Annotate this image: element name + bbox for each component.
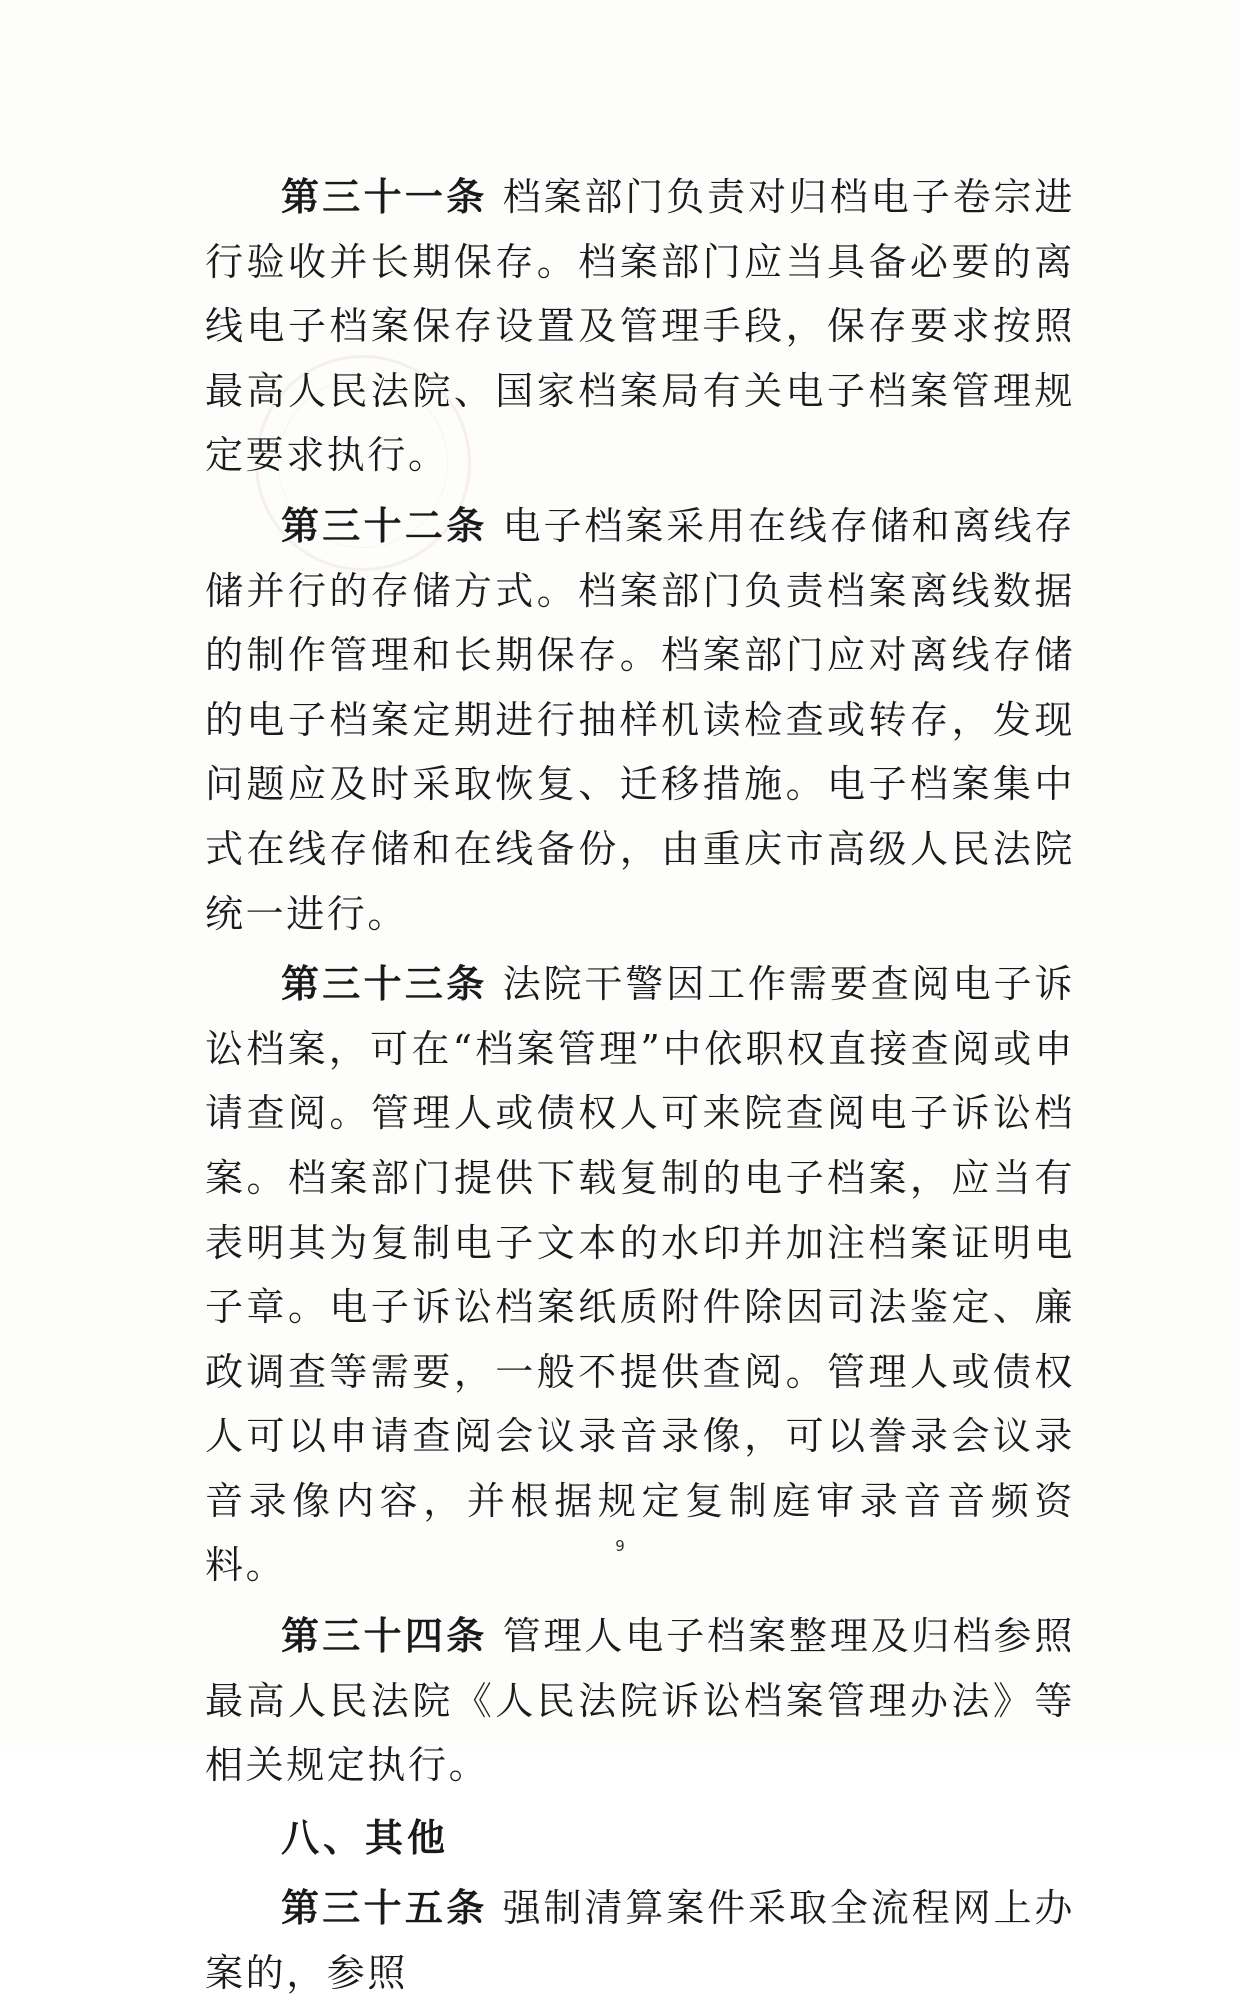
article-33-text: 法院干警因工作需要查阅电子诉讼档案，可在“档案管理”中依职权直接查阅或申请查阅。管理人或债权人可来院查阅电子诉讼档案。档案部门提供下载复制的电子档案，应当有表明其为复制电子文本的水印并加注档案证明电子章。电子诉讼档案纸质附件除因司法鉴定、廉政调查等需要，一般不提供查阅。管理人或债权人可以申请查阅会议录音录像，可以誊录会议录音录像内容，并根据规定复制庭审录音音频资料。 <box>205 962 1075 1588</box>
article-33 <box>205 952 1075 1598</box>
article-34 <box>205 1604 1075 1798</box>
article-35-text: 强制清算案件采取全流程网上办案的，参照 <box>205 1886 1075 1996</box>
page-number: 9 <box>615 1537 625 1555</box>
article-34-title: 第三十四条 <box>281 1614 488 1659</box>
article-32-text: 电子档案采用在线存储和离线存储并行的存储方式。档案部门负责档案离线数据的制作管理和长期保存。档案部门应对离线存储的电子档案定期进行抽样机读检查或转存，发现问题应及时采取恢复、迁移措施。电子档案集中式在线存储和在线备份，由重庆市高级人民法院统一进行。 <box>205 503 1075 936</box>
article-34-text: 管理人电子档案整理及归档参照最高人民法院《人民法院诉讼档案管理办法》等相关规定执行。 <box>205 1614 1075 1788</box>
article-35 <box>205 1876 1075 2005</box>
document-body <box>205 165 1075 2006</box>
article-32 <box>205 494 1075 946</box>
article-33-title: 第三十三条 <box>281 962 488 1007</box>
article-32-title: 第三十二条 <box>281 503 488 548</box>
article-31 <box>205 165 1075 488</box>
article-31-text: 档案部门负责对归档电子卷宗进行验收并长期保存。档案部门应当具备必要的离线电子档案保存设置及管理手段，保存要求按照最高人民法院、国家档案局有关电子档案管理规定要求执行。 <box>205 175 1075 478</box>
section-heading: 八、其他 <box>281 1815 450 1860</box>
article-35-title: 第三十五条 <box>281 1886 488 1931</box>
article-31-title: 第三十一条 <box>281 175 488 219</box>
